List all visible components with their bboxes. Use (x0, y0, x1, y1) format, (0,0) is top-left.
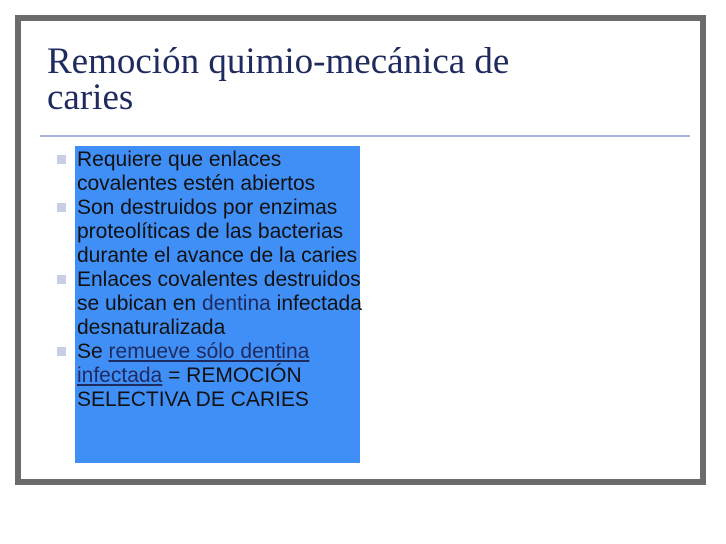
underlined-term: remueve sólo dentina infectada (77, 340, 310, 387)
bullet-text: Requiere que enlaces covalentes estén abiertos (77, 148, 316, 195)
bullet-list (52, 148, 362, 412)
square-bullet-icon (57, 347, 66, 356)
title-line-2: caries (47, 77, 134, 118)
bullet-text: Son destruidos por enzimas proteolíticas de las bacterias durante el avance de la caries (77, 196, 358, 267)
bullet-text-pre: Se (77, 340, 109, 363)
highlighted-term: dentina (201, 292, 271, 315)
bullet-item (52, 148, 362, 196)
title-line-1: Remoción quimio-mecánica de (47, 41, 510, 82)
square-bullet-icon (57, 203, 66, 212)
square-bullet-icon (57, 275, 66, 284)
bullet-item (52, 268, 362, 340)
bullet-text-post: = REMOCIÓN SELECTIVA DE CARIES (77, 364, 309, 411)
bullet-item (52, 196, 362, 268)
bullet-text-post: infectada desnaturalizada (77, 292, 362, 339)
bullet-item (52, 340, 362, 412)
bullet-text-pre: Enlaces covalentes destruidos se ubican en (77, 268, 361, 315)
title-divider (40, 135, 690, 137)
slide-title (47, 41, 647, 118)
square-bullet-icon (57, 155, 66, 164)
